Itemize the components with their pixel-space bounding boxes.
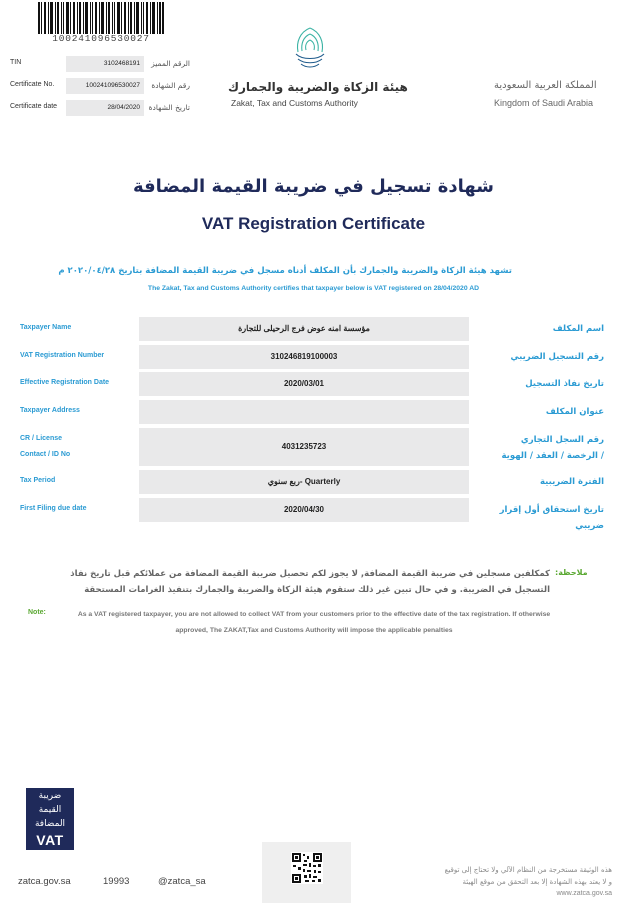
qr-code-icon xyxy=(291,852,323,884)
field-value: 4031235723 xyxy=(139,428,469,466)
vat-badge-ar-line: ضريبة xyxy=(38,791,62,801)
zatca-logo-icon xyxy=(290,24,330,72)
barcode-number: 100241096530027 xyxy=(38,34,164,44)
field-label-ar: تاريخ نفاذ التسجيل xyxy=(525,379,604,389)
note-label-en: Note: xyxy=(28,609,46,616)
field-label-ar: رقم السجل التجاري xyxy=(520,435,604,445)
field-label-ar: / الرخصة / العقد / الهوية xyxy=(501,451,604,461)
certificate-title-ar: شهادة تسجيل في ضريبة القيمة المضافة xyxy=(132,176,495,197)
authority-name-en: Zakat, Tax and Customs Authority xyxy=(231,98,358,108)
meta-row-tin xyxy=(10,56,190,78)
meta-label-ar: تاريخ الشهادة xyxy=(148,103,190,112)
field-value: ربع سنوي- Quarterly xyxy=(139,470,469,494)
disclaimer-line: هذه الوثيقة مستخرجة من النظام الآلي ولا تحتاج إلى توقيع xyxy=(444,866,612,874)
field-label-ar: اسم المكلف xyxy=(552,324,604,334)
field-label-en: First Filing due date xyxy=(20,505,87,512)
certify-statement-en: The Zakat, Tax and Customs Authority certifies that taxpayer below is VAT registered on 28/04/2020 AD xyxy=(147,285,480,292)
note-text-en: As a VAT registered taxpayer, you are not allowed to collect VAT from your customers prior to the effective date of the tax registration. If otherwise approved, The ZAKAT,Tax and Customs Authority will impose the applicable penalties xyxy=(77,611,551,634)
meta-label-ar: الرقم المميز xyxy=(151,59,190,68)
authority-name-ar: هيئة الزكاة والضريبة والجمارك xyxy=(228,80,408,94)
meta-label-en: Certificate date xyxy=(10,103,58,110)
meta-value: 100241096530027 xyxy=(66,78,144,94)
footer-social-handle[interactable]: @zatca_sa xyxy=(158,876,206,887)
meta-row-certificate-no xyxy=(10,78,190,100)
vat-badge-ar-line: المضافة xyxy=(34,819,66,829)
field-label-ar: الفترة الضريبية xyxy=(539,477,604,487)
kingdom-name-en: Kingdom of Saudi Arabia xyxy=(494,98,594,108)
meta-row-certificate-date xyxy=(10,100,190,122)
field-label-en: Tax Period xyxy=(20,477,56,484)
field-value xyxy=(139,400,469,424)
field-label-ar: تاريخ استحقاق أول إقرار xyxy=(499,505,604,515)
kingdom-name-ar: المملكة العربية السعودية xyxy=(494,80,597,91)
field-label-en: VAT Registration Number xyxy=(20,352,105,359)
field-value: 310246819100003 xyxy=(139,345,469,369)
vat-badge-word: VAT xyxy=(36,832,64,848)
meta-value: 3102468191 xyxy=(66,56,144,72)
meta-label-ar: رقم الشهادة xyxy=(151,81,190,90)
vat-badge-ar-line: القيمة xyxy=(38,805,62,815)
field-label-en: Effective Registration Date xyxy=(20,379,110,386)
certificate-meta xyxy=(10,56,190,122)
field-value: مؤسسة امنه عوض فرج الرحيلى للتجارة xyxy=(139,317,469,341)
meta-label-en: TIN xyxy=(10,59,22,66)
disclaimer-line: و لا يعتد بهذه الشهادة إلا بعد التحقق من موقع الهيئة xyxy=(462,878,612,886)
field-label-en: Taxpayer Name xyxy=(20,324,72,331)
field-label-en: Contact / ID No xyxy=(20,451,71,458)
field-value: 2020/04/30 xyxy=(139,498,469,522)
field-value: 2020/03/01 xyxy=(139,372,469,396)
meta-label-en: Certificate No. xyxy=(10,81,55,88)
note-label-ar: ملاحظة: xyxy=(555,568,588,577)
field-label-ar: رقم التسجيل الضريبي xyxy=(510,352,604,362)
meta-value: 28/04/2020 xyxy=(66,100,144,116)
certificate-title-en: VAT Registration Certificate xyxy=(201,214,426,233)
field-label-ar: ضريبي xyxy=(575,521,604,531)
footer-phone: 19993 xyxy=(103,876,130,887)
field-label-en: CR / License xyxy=(20,435,63,442)
footer-disclaimer xyxy=(380,864,612,900)
note-text-ar: كمكلفين مسجلين في ضريبة القيمة المضافة, لا يجوز لكم تحصيل ضريبة القيمة المضافة من عملائكم قبل تاريخ نفاذ التسجيل في الضريبة. و في حال تبين غير ذلك ستقوم هيئة الزكاة والضريبة والجمارك بتنفيذ الغرامات المستحقة xyxy=(70,569,550,595)
field-label-ar: عنوان المكلف xyxy=(545,407,604,417)
certify-statement-ar: تشهد هيئة الزكاة والضريبة والجمارك بأن المكلف أدناه مسجل في ضريبة القيمة المضافة بتاريخ ٢٠٢٠/٠٤/٢٨ م xyxy=(58,266,512,276)
disclaimer-website[interactable]: www.zatca.gov.sa xyxy=(556,890,612,897)
footer-website[interactable]: zatca.gov.sa xyxy=(18,876,71,887)
field-label-en: Taxpayer Address xyxy=(20,407,80,414)
vat-badge-logo xyxy=(26,788,74,850)
